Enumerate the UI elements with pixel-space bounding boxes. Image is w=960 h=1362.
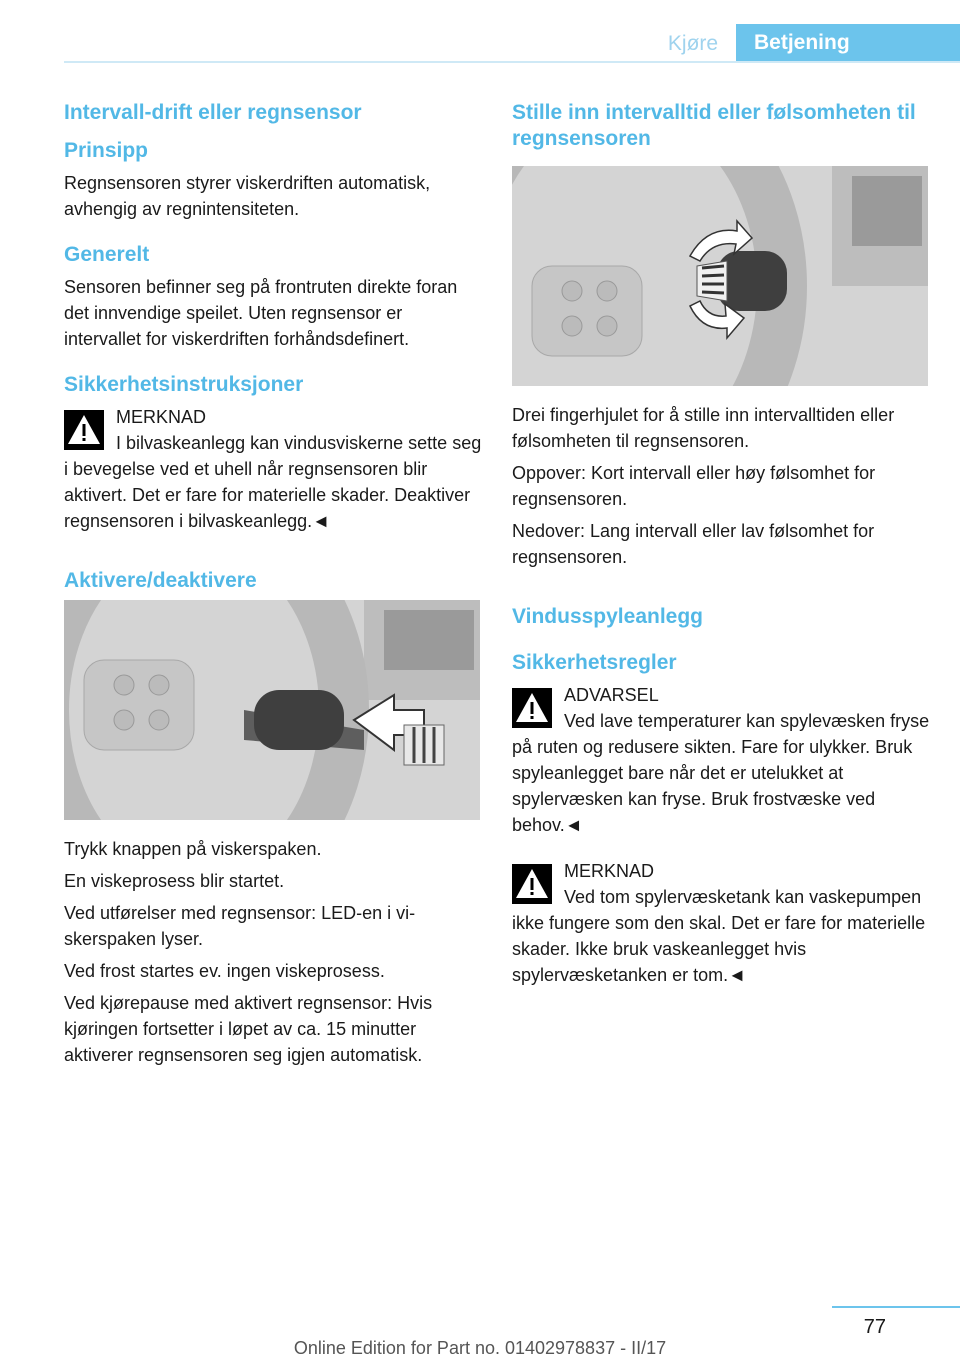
heading-washer-system: Vindusspyleanlegg [512, 605, 703, 628]
page-number: 77 [863, 1316, 886, 1338]
notice-box-empty-tank [512, 858, 930, 988]
heading-safety-instructions: Sikkerhetsinstruksjoner [64, 373, 304, 396]
header-divider [64, 61, 960, 63]
notice-label: MERKNAD [564, 861, 655, 881]
page-header [0, 0, 960, 62]
warning-box-freeze [512, 682, 930, 838]
notice-box-carwash [64, 404, 482, 534]
warning-triangle-icon [64, 410, 104, 450]
heading-safety-rules: Sikkerhetsregler [512, 651, 677, 674]
right-column [512, 100, 930, 994]
footer-divider [832, 1306, 960, 1308]
warning-triangle-icon [512, 864, 552, 904]
left-column [64, 100, 482, 1074]
text-wipe-started: En viskeprosess blir startet. [64, 871, 285, 891]
notice-text: Ved tom spylervæsketank kan vaskepumpen ikke fungere som den skal. Det er fare for materielle skader. Ikke bruk vaskeanlegget hvis spylervæsketanken er tom.◄ [512, 887, 926, 985]
section-title-interval: Intervall-drift eller regnsensor [64, 101, 362, 124]
text-general: Sensoren befinner seg på frontruten direkte foran det innvendige speilet. Uten regnsensor er intervallet for viskerdriften forhåndsdefinert. [64, 277, 458, 349]
tab-chapter-betjening[interactable]: Betjening [736, 24, 960, 62]
heading-activate-deactivate: Aktivere/deaktivere [64, 569, 257, 592]
footer-edition: Online Edition for Part no. 01402978837 - II/17 [293, 1338, 667, 1358]
text-upward: Oppover: Kort intervall eller høy følsomhet for regnsensoren. [512, 463, 876, 509]
figure-thumbwheel [512, 166, 928, 386]
warning-text: Ved lave temperaturer kan spylevæsken fryse på ruten og redusere sikten. Fare for ulykker. Bruk spyleanlegget bare når det er utelukket at spylervæsken kan fryse. Bruk frostvæske ved behov.◄ [512, 711, 930, 835]
text-frost: Ved frost startes ev. ingen viskeprosess. [64, 961, 385, 981]
notice-label: MERKNAD [116, 407, 207, 427]
text-downward: Nedover: Lang intervall eller lav følsomhet for regnsensoren. [512, 521, 875, 567]
text-led-lights: Ved utførelser med regnsensor: LED-en i viskerspaken lyser. [64, 903, 416, 949]
text-principle: Regnsensoren styrer viskerdriften automatisk, avhengig av regnintensiteten. [64, 173, 431, 219]
section-title-sensitivity: Stille inn intervalltid eller følsomheten til regnsensoren [512, 101, 916, 150]
heading-principle: Prinsipp [64, 139, 149, 162]
warning-triangle-icon [512, 688, 552, 728]
figure-wiper-stalk-button [64, 600, 480, 820]
text-driving-pause: Ved kjørepause med aktivert regnsensor: Hvis kjøringen fortsetter i løpet av ca. 15 minutter aktiverer regnsensoren seg igjen automatisk. [64, 993, 433, 1065]
tab-section-kjore[interactable]: Kjøre [667, 32, 719, 55]
text-press-button: Trykk knappen på viskerspaken. [64, 839, 322, 859]
notice-text: I bilvaskeanlegg kan vindusviskerne sette seg i bevegelse ved et uhell når regnsensoren blir aktivert. Det er fare for materielle skader. Deaktiver regnsensoren i bilvaskeanlegg.◄ [64, 433, 482, 531]
heading-general: Generelt [64, 243, 150, 266]
warning-label: ADVARSEL [564, 685, 659, 705]
text-turn-thumbwheel: Drei fingerhjulet for å stille inn intervalltiden eller følsomheten til regnsensoren. [512, 405, 895, 451]
